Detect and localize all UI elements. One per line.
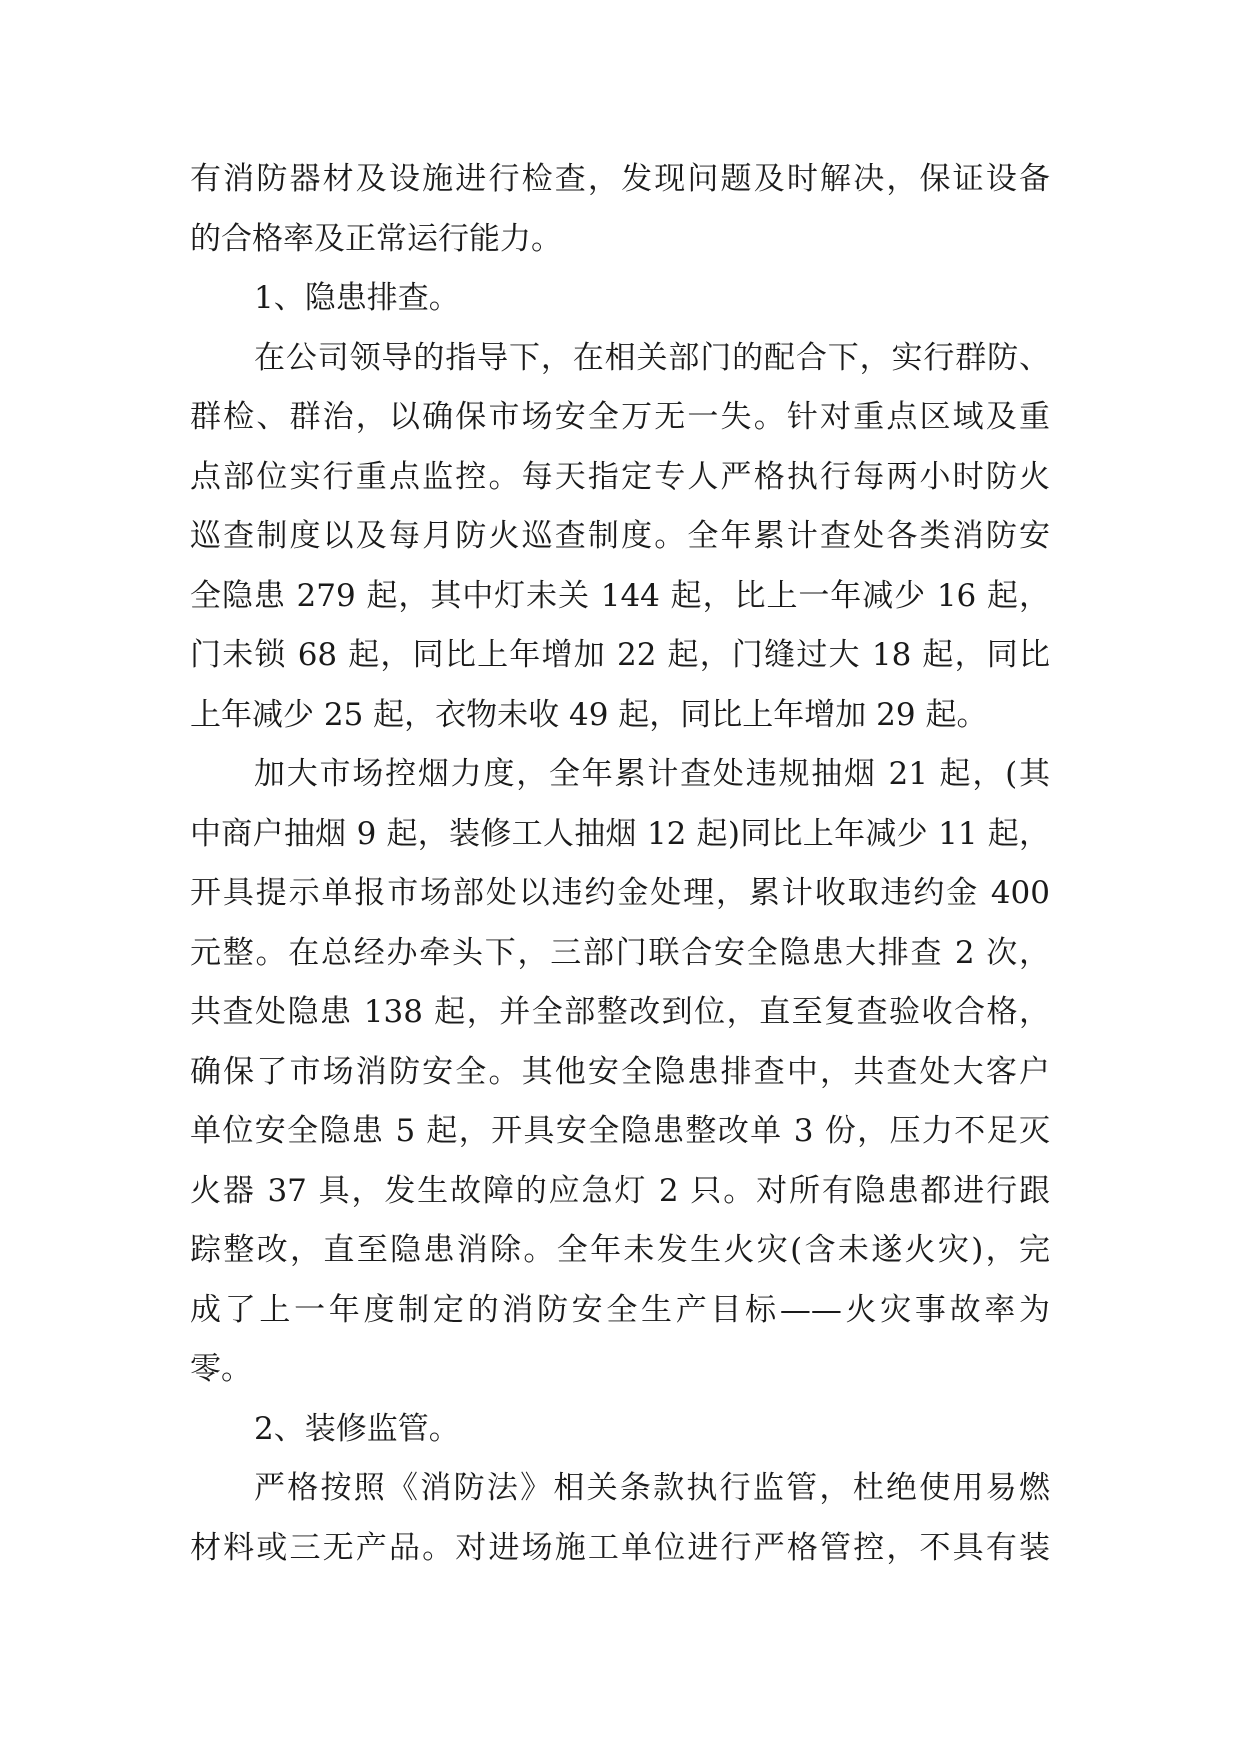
body-text-line: 中商户抽烟 9 起，装修工人抽烟 12 起)同比上年减少 11 起， [190,815,1050,852]
body-text-line: 点部位实行重点监控。每天指定专人严格执行每两小时防火 [190,458,1050,495]
body-text-line: 开具提示单报市场部处以违约金处理，累计收取违约金 400 [190,875,1050,911]
body-text-line: 在公司领导的指导下，在相关部门的配合下，实行群防、 [254,339,1050,376]
body-text-line: 材料或三无产品。对进场施工单位进行严格管控，不具有装 [190,1529,1050,1566]
body-text-line: 有消防器材及设施进行检查，发现问题及时解决，保证设备 [190,161,1050,197]
body-text-line: 共查处隐患 138 起，并全部整改到位，直至复查验收合格， [190,994,1050,1030]
body-text-line: 巡查制度以及每月防火巡查制度。全年累计查处各类消防安 [190,518,1050,554]
body-text-line: 火器 37 具，发生故障的应急灯 2 只。对所有隐患都进行跟 [190,1172,1050,1209]
body-text-line: 成了上一年度制定的消防安全生产目标——火灾事故率为 [190,1291,1050,1328]
section-heading: 1、隐患排查。 [254,280,460,316]
section-heading: 2、装修监管。 [254,1410,460,1447]
body-text-line: 门未锁 68 起，同比上年增加 22 起，门缝过大 18 起，同比 [190,637,1050,673]
body-text-line: 零。 [190,1351,252,1387]
document-page [190,150,1050,1578]
body-text-line: 上年减少 25 起，衣物未收 49 起，同比上年增加 29 起。 [190,696,988,733]
body-text-line: 群检、群治，以确保市场安全万无一失。针对重点区域及重 [190,399,1050,435]
body-text-line: 确保了市场消防安全。其他安全隐患排查中，共查处大客户 [190,1053,1050,1090]
body-text-line: 的合格率及正常运行能力。 [190,220,562,257]
body-text-line: 单位安全隐患 5 起，开具安全隐患整改单 3 份，压力不足灭 [190,1113,1050,1149]
body-text-line: 加大市场控烟力度，全年累计查处违规抽烟 21 起，(其 [254,756,1050,792]
body-text-line: 严格按照《消防法》相关条款执行监管，杜绝使用易燃 [254,1470,1050,1506]
body-text-line: 全隐患 279 起，其中灯未关 144 起，比上一年减少 16 起， [190,577,1050,614]
body-text-line: 元整。在总经办牵头下，三部门联合安全隐患大排查 2 次， [190,934,1050,971]
body-text-line: 踪整改，直至隐患消除。全年未发生火灾(含未遂火灾)，完 [190,1232,1050,1268]
